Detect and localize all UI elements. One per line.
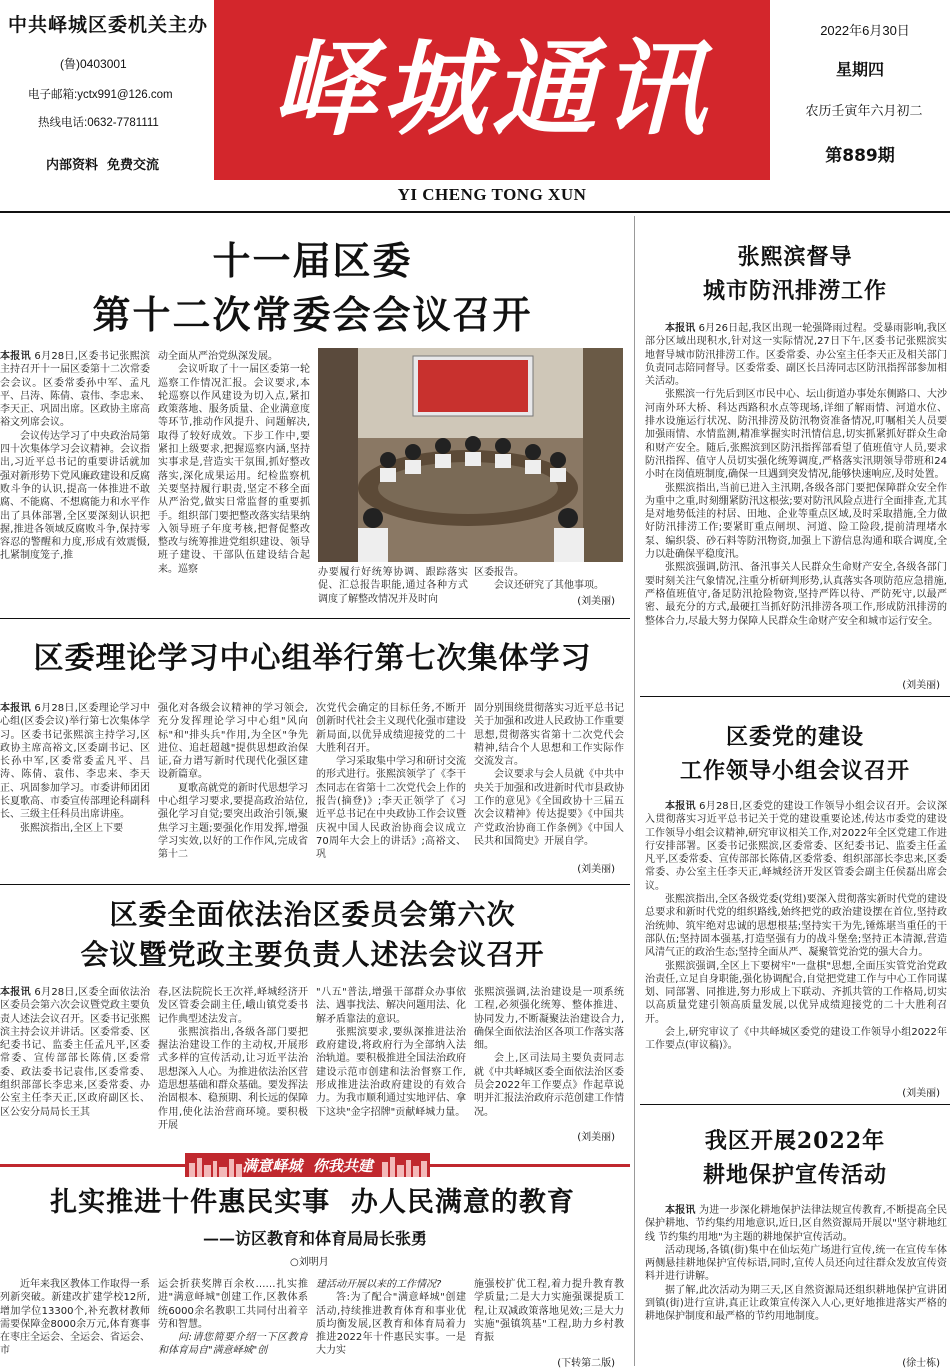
article4-para: 答:为了配合"满意峄城"创建活动,持续推进教育体育和事业优质均衡发展,区教育和体育局着力推进2022年十件惠民实事。一是大力实 (316, 1292, 466, 1357)
article3-col3 (316, 986, 466, 1142)
article3-para: 张熙滨要求,要纵深推进法治政府建设,将政府行为全部纳入法治轨道。要积极推进全国法治政府建设示范市创建和法治督察工作,形成推进法治政府建设的有效合力。为我市顺利通过实地评估、拿下这块"金字招牌"贡献峄城力量。 (316, 1026, 466, 1118)
article3-para: 张熙滨指出,各级各部门要把握法治建设工作的主动权,开展形式多样的宣传活动,让习近平法治思想深入人心。为推进依法治区营造思想基础和群众基础。要发挥法治固根本、稳预期、利长远的保障作用,使化法治营商环境。要积极开展 (158, 1026, 308, 1131)
article2-col2 (158, 702, 308, 872)
article3-title-line1: 区委全面依法治区委员会第六次 (109, 898, 516, 931)
side2-para: 张熙滨指出,全区各级党委(党组)要深入贯彻落实新时代党的建设总要求和新时代党的组织路线,始终把党的政治建设摆在首位,坚持政治统帅、筑牢绝对忠诚的思想根基;坚持实干为先,锤炼堪当重任的干部队伍;坚持固本强基,打造坚强有力的战斗堡垒;坚持正本清源,营造风清气正的政治生态;坚持全面从严、凝聚管党治党的强大合力。 (645, 894, 947, 959)
article4-subtitle: ——访区教育和体育局局长张勇 (202, 1229, 427, 1248)
article2-para: 张熙滨指出,全区上下要 (20, 822, 124, 834)
hotline (38, 114, 159, 130)
article4-para: 近年来我区教体工作取得一系列新突破。新建改扩建学校12所,增加学位13300个,补充教材教师需要保障金8000余万元,体育赛事在枣庄全运会、全运会、省运会、市 (0, 1279, 150, 1357)
article4-para: 建活动开展以来的工作情况? (316, 1279, 442, 1290)
side1-para: 张熙滨指出,当前已进入主汛期,各级各部门要把保障群众安全作为重中之重,时刻绷紧防汛这根弦;要对防汛风险点进行全面排查,尤其是对地势低洼的村居、田地、企业等重点区域,及时采取措施,全力做好防汛排涝工作;要紧盯重点闸坝、河道、险工险段,提前清理堵水泵、编织袋、砂石料等防汛物资,加强上下游信息沟通和联合调度,全力以赴确保平稳度汛。 (645, 482, 947, 561)
masthead-rule (0, 211, 950, 213)
article1-photo (318, 348, 623, 562)
registration: (鲁)0403001 (60, 57, 127, 71)
banner-badge (185, 1153, 430, 1177)
article1-para: 动全面从严治党纵深发展。 (158, 351, 278, 362)
side2-sign: (刘美丽) (902, 1088, 940, 1099)
dateline: 本报讯 (665, 323, 696, 334)
article3-col2 (158, 986, 308, 1142)
side1-title-line2: 城市防汛排涝工作 (702, 278, 887, 304)
hotline-label: 热线电话: (38, 117, 88, 129)
article3-col1 (0, 986, 150, 1142)
side2-para: 张熙滨强调,全区上下要树牢"一盘棋"思想,全面压实管党治党政治责任,立足自身职能,强化协调配合,自觉把党建工作与中心工作同谋划、同部署、同推进,努力形成上下联动、齐抓共管的工作格局,切实以高质量党建引领高质量发展,以优异成绩迎接党的二十大胜利召开。 (645, 960, 947, 1025)
article1-col2 (158, 350, 310, 608)
side3-title-line2: 耕地保护宣传活动 (702, 1162, 887, 1188)
dateline: 本报讯 (0, 987, 31, 998)
issue-weekday: 星期四 (835, 60, 884, 79)
article2-para: 夏歌高就党的新时代思想学习中心组学习要求,要提高政治站位,强化学习自觉;要突出政治引领,聚焦学习主题;要强化作用发挥,增强学习实效,以好的工作作风,完成省第十二 (158, 782, 308, 861)
article2-para: 学习采取集中学习和研讨交流的形式进行。张熙滨领学了《李干杰同志在省第十二次党代会上作的报告(摘登)》;李天正领学了《习近平总书记在中央政协工作会议暨庆祝中国人民政治协商会议成立70周年大会上的讲话》;高裕文、巩 (316, 756, 466, 861)
article3-para: 本报讯 6月28日,区委全面依法治区委员会第六次会议暨党政主要负责人述法会议召开。区委书记张熙滨主持会议并讲话。区委常委、区纪委书记、监委主任孟凡平,区委常委、宣传部部长陈倩,区委常委、政法委书记袁伟,区委常委、组织部部长李忠来,区委常委、办公室主任李天正,区政府副区长、区公安分局局长王其 (0, 987, 150, 1118)
divider (640, 696, 950, 697)
article3-col4 (474, 986, 624, 1128)
article4-col3 (316, 1278, 466, 1368)
side2-para: 会上,研究审议了《中共峄城区委党的建设工作领导小组2022年工作要点(审议稿)》。 (645, 1027, 947, 1052)
masthead (0, 0, 950, 212)
article1-title-line2: 第十二次常委会会议召开 (92, 292, 533, 337)
side1-body (645, 322, 947, 682)
meeting-photo (318, 348, 623, 562)
article1-para: 会议听取了十一届区委第一轮巡察工作情况汇报。会议要求,本轮巡察以作风建设为切入点,紧扣政策落地、服务质量、企业满意度等环节,推动作风提升、问题解决,取得了较好成效。下步工作中,要紧扣上级要求,把握巡察内涵,坚持实事求是,营造实干氛围,抓好整改落实,深化成果运用。纪检监察机关要坚持履行职责,坚定不移全面从严治党,做实日常监督的重要抓手。组织部门要把整改落实结果纳入领导班子年度考核,把督促整改整改与统筹推进党组织建设、领导班子建设、干部队伍建设结合起来。巡察 (158, 364, 310, 575)
article1-sign: (刘美丽) (577, 596, 615, 607)
sponsor: 中共峄城区委机关主办 (8, 14, 209, 36)
article2-col4 (474, 702, 624, 860)
side2-para: 本报讯 6月28日,区委党的建设工作领导小组会议召开。会议深入贯彻落实习近平总书记关于党的建设重要论述,传达市委党的建设工作领导小组会议精神,研究审议相关工作,对2022年全区党建工作进行安排部署。区委书记张熙滨,区委常委、区纪委书记、监委主任孟凡平,区委常委、宣传部部长陈倩,区委常委、组织部部长李忠来,区委常委、办公室主任李天正,峄城经济开发区管委会副主任侯磊出席会议。 (645, 801, 947, 892)
article4-col4 (474, 1278, 624, 1354)
article3-para: 张熙滨强调,法治建设是一项系统工程,必须强化统筹、整体推进、协同发力,不断凝聚法治建设合力,确保全面依法治区各项工作落实落细。 (474, 987, 624, 1052)
dateline: 本报讯 (0, 351, 31, 362)
side2-title-line2: 工作领导小组会议召开 (679, 758, 910, 784)
column-divider (634, 216, 635, 1366)
email (28, 86, 173, 102)
side1-para: 本报讯 6月26日起,我区出现一轮强降雨过程。受暴雨影响,我区部分区域出现积水,针对这一实际情况,27日下午,区委书记张熙滨实地督导城市防汛排涝工作。区委常委、办公室主任李天正及相关部门负责同志陪同督导。区委常委、副区长吕涛同志区防汛指挥部参加相关活动。 (645, 323, 947, 388)
article3-sign: (刘美丽) (577, 1132, 615, 1143)
article3-para: 春,区法院院长王次祥,峄城经济开发区管委会副主任,峨山镇党委书记作典型述法发言。 (158, 987, 308, 1025)
side2-title-line1: 区委党的建设 (725, 724, 864, 750)
article3-para: "八五"普法,增强干部群众办事依法、遇事找法、解决问题用法、化解矛盾靠法的意识。 (316, 987, 466, 1025)
article2-title: 区委理论学习中心组举行第七次集体学习 (33, 641, 592, 676)
side3-sign: (徐士栋) (902, 1358, 940, 1369)
article2-col3 (316, 702, 466, 872)
banner-text: 满意峄城 你我共建 (242, 1157, 373, 1175)
article1-title-line1: 十一届区委 (212, 238, 413, 283)
side1-para: 张熙滨强调,防汛、备汛事关人民群众生命财产安全,各级各部门要时刻关注气象情况,注重分析研判形势,认真落实各项防范应急措施,严格值班值守,备足防汛抢险物资,坚持严阵以待、严防死守,以最严密、最充分的方式,最硬扛当抓好防汛排涝各项工作,形成防汛排涝的整体合力,尽最大努力保障人民群众生命财产安全和城市运行安全。 (645, 562, 947, 627)
article2-para: 强化对各级会议精神的学习领会,充分发挥理论学习中心组"风向标"和"排头兵"作用,为全区"争先进位、追赶超越"提供思想政治保证,奋力谱写新时代现代化强区建设新篇章。 (158, 703, 308, 781)
masthead-pinyin: YI CHENG TONG XUN (397, 185, 587, 204)
article4-para: 施强校扩优工程,着力提升教育教学质量;二是大力实施强课提质工程,让双减政策落地见效;三是大力实施"强镇筑基"工程,助力乡村教育振 (474, 1279, 624, 1344)
article1-para: 办要履行好统筹协调、跟踪落实促、汇总报告职能,通过各种方式调度了解整改情况并及时向 (318, 567, 468, 605)
article1-para: 会议传达学习了中央政治局第四十次集体学习会议精神。会议指出,习近平总书记的重要讲话就加强对新形势下党风廉政建设和反腐败斗争的认识,提高一体推进不敢腐、不能腐、不想腐能力和水平作出了具体部署,全区要深刻认识把握,推进各领域反腐败斗争,保持零容忍的警醒和力度,形成有效震慑,扎紧制度笼子,推 (0, 430, 150, 562)
article2-para: 固分别围绕贯彻落实习近平总书记关于加强和改进人民政协工作重要思想,贯彻落实省第十二次党代会精神,结合个人思想和工作实际作交流发言。 (474, 703, 624, 768)
article2-col1 (0, 702, 150, 872)
article4-continue: (下转第二版) (557, 1358, 615, 1369)
side3-body (645, 1204, 947, 1354)
divider (640, 1104, 950, 1105)
article1-para: 区委报告。 (474, 567, 524, 578)
email-value: yctx991@126.com (77, 89, 173, 101)
article2-para: 次党代会确定的目标任务,不断开创新时代社会主义现代化强市建设新局面,以优异成绩迎接党的二十大胜利召开。 (316, 703, 466, 754)
article3-para: 会上,区司法局主要负责同志就《中共峄城区委全面依法治区委员会2022年工作要点》作起草说明并汇报法治政府示范创建工作情况。 (474, 1053, 624, 1118)
article2-para: 本报讯 6月28日,区委理论学习中心组(区委会议)举行第七次集体学习。区委书记张熙滨主持学习,区政协主席高裕文,区委副书记、区长孙中军,区委常委孟凡平、吕涛、陈倩、袁伟、李忠来、李天正、巩固参加学习。市委讲师团团长夏歌高、市委宣传部理论科副科长、三级主任科员出席讲座。 (0, 703, 150, 821)
article1-para: 会议还研究了其他事项。 (494, 580, 604, 592)
hotline-value: 0632-7781111 (87, 117, 159, 129)
article4-col2 (158, 1278, 308, 1368)
article1-para: 本报讯 6月28日,区委书记张熙滨主持召开十一届区委第十二次常委会会议。区委常委孙中军、孟凡平、吕涛、陈倩、袁伟、李忠来、李天正、巩固出席。区政协主席高裕文列席会议。 (0, 351, 150, 429)
article4-para: 运会折获奖牌百余枚……扎实推进"满意峄城"创建工作,区教体系统6000余名教职工共同付出着辛劳和智慧。 (158, 1279, 308, 1330)
article1-col1 (0, 350, 150, 608)
side3-para: 据了解,此次活动为期三天,区自然资源局还组织耕地保护宣讲团到镇(街)进行宣讲,真正让政策宣传深入人心,更好地推进落实严格的耕地保护制度和最严格的节约用地制度。 (645, 1284, 947, 1323)
article3-title-line2: 会议暨党政主要负责人述法会议召开 (80, 938, 545, 971)
side2-body (645, 800, 947, 1082)
issue-number: 第889期 (825, 146, 895, 166)
divider (0, 884, 630, 885)
dateline: 本报讯 (665, 1205, 696, 1216)
masthead-title: 峄城通讯 (271, 27, 712, 150)
issue-lunar: 农历壬寅年六月初二 (805, 104, 923, 119)
side1-para: 张熙滨一行先后到区市民中心、坛山街道办事处东侧路口、大沙河南外环大桥、科达西路积水点等现场,详细了解雨情、河道水位、排水设施运行状况、防汛排涝及防汛物资准备情况,叮嘱相关人员要加强雨情、水情监测,精准掌握实时汛情信息,切实抓紧抓好群众生命和财产安全。随后,张熙滨到区防汛指挥部看望了值班值守人员,要求防汛指挥、值守人员切实强化统筹调度,严格落实汛期领导带班和24小时在岗值班制度,确保一旦遇到突发情况,能够快速响应,及时处置。 (645, 389, 947, 481)
article4-byline: ○刘明月 (290, 1257, 329, 1268)
article4-col1 (0, 1278, 150, 1368)
side3-para: 本报讯 为进一步深化耕地保护法律法规宣传教育,不断提高全民保护耕地、节约集约用地意识,近日,区自然资源局开展以"坚守耕地红线 节约集约用地"为主题的耕地保护宣传活动。 (645, 1205, 947, 1243)
article1-col3 (318, 566, 468, 606)
dateline: 本报讯 (665, 801, 696, 812)
email-label: 电子邮箱: (28, 89, 78, 101)
article2-sign: (刘美丽) (577, 864, 615, 875)
side1-title-line1: 张熙滨督导 (737, 244, 853, 270)
issue-date: 2022年6月30日 (820, 23, 910, 38)
divider (0, 618, 630, 619)
article4-para: 问:请您简要介绍一下区教育和体育局自"满意峄城"创 (158, 1332, 308, 1357)
side3-title-line1: 我区开展2022年 (704, 1128, 886, 1154)
side3-para: 活动现场,各镇(街)集中在仙坛苑广场进行宣传,统一在宣传车体两侧悬挂耕地保护宣传标语,同时,宣传人员还向过往群众发放宣传资料并进行讲解。 (645, 1244, 947, 1283)
side1-sign: (刘美丽) (902, 680, 940, 691)
article2-para: 会议要求与会人员就《中共中央关于加强和改进新时代市县政协工作的意见》《全国政协十三届五次会议精神》传达提要》《中国共产党政治协商工作条例》《中国人民共和国简史》开展自学。 (474, 769, 624, 847)
internal-note: 内部资料 免费交流 (46, 158, 160, 173)
article4-title: 扎实推进十件惠民实事 办人民满意的教育 (50, 1187, 575, 1218)
dateline: 本报讯 (0, 703, 31, 714)
